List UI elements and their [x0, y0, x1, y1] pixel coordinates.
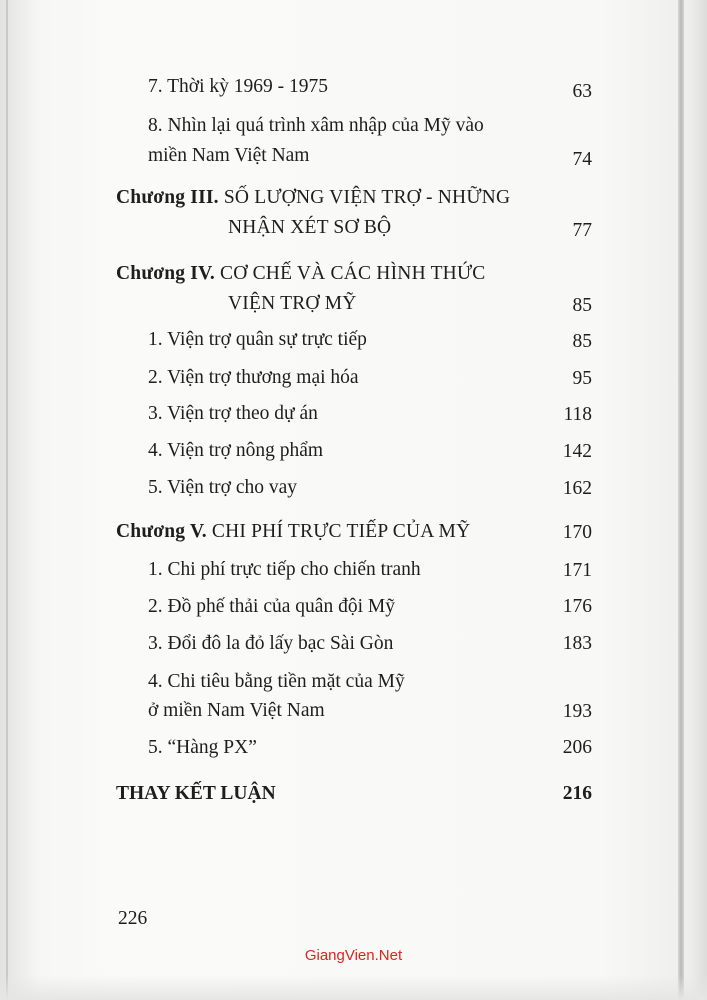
toc-entry-title: 1. Chi phí trực tiếp cho chiến tranh	[148, 559, 421, 580]
chapter-label: Chương III.	[116, 187, 219, 208]
chapter-title-continued: NHẬN XÉT SƠ BỘ	[228, 217, 392, 238]
toc-entry-title-continued: miền Nam Việt Nam	[148, 145, 310, 166]
toc-entry-title: 2. Viện trợ thương mại hóa	[148, 367, 359, 388]
toc-entry-page: 176	[562, 596, 592, 617]
conclusion-page: 216	[562, 783, 592, 804]
toc-entry-page: 85	[572, 295, 592, 316]
toc-entry-title-continued: ở miền Nam Việt Nam	[148, 700, 325, 721]
toc-entry-page: 206	[562, 737, 592, 758]
toc-entry-title: 3. Viện trợ theo dự án	[148, 403, 318, 424]
toc-entry-page: 74	[572, 149, 592, 170]
toc-entry-page: 170	[562, 522, 592, 543]
toc-entry-page: 63	[572, 81, 592, 102]
toc-entry-title: 2. Đồ phế thải của quân đội Mỹ	[148, 596, 395, 617]
toc-entry-title: 8. Nhìn lại quá trình xâm nhập của Mỹ vào	[148, 115, 484, 136]
footer-page-number: 226	[118, 908, 148, 929]
toc-entry-page: 183	[562, 633, 592, 654]
toc-entry-page: 162	[562, 478, 592, 499]
chapter-label: Chương V.	[116, 521, 207, 542]
toc-entry-page: 118	[563, 404, 592, 425]
toc-entry-title: 3. Đổi đô la đỏ lấy bạc Sài Gòn	[148, 633, 394, 654]
toc-entry-title: 1. Viện trợ quân sự trực tiếp	[148, 329, 367, 350]
page-gutter-left	[6, 0, 8, 1000]
page-edge-right	[678, 0, 684, 1000]
toc-entry-title: 4. Chi tiêu bằng tiền mặt của Mỹ	[148, 671, 405, 692]
toc-entry-page: 85	[572, 331, 592, 352]
watermark: GiangVien.Net	[304, 947, 403, 964]
toc-entry-page: 95	[572, 368, 592, 389]
chapter-title: SỐ LƯỢNG VIỆN TRỢ - NHỮNG	[223, 187, 511, 208]
toc-entry-page: 77	[572, 220, 592, 241]
toc-entry-page: 193	[562, 701, 592, 722]
toc-entry-title: 4. Viện trợ nông phẩm	[148, 440, 324, 461]
toc-entry-title: 5. “Hàng PX”	[148, 737, 257, 758]
toc-entry-title: 5. Viện trợ cho vay	[148, 477, 298, 498]
page-bottom-shadow	[0, 975, 707, 1000]
chapter-label: Chương IV.	[116, 263, 215, 284]
chapter-title-continued: VIỆN TRỢ MỸ	[228, 293, 357, 314]
conclusion-title: THAY KẾT LUẬN	[116, 783, 276, 804]
toc-entry-page: 142	[562, 441, 592, 462]
toc-entry-title: 7. Thời kỳ 1969 - 1975	[148, 76, 329, 97]
chapter-title: CHI PHÍ TRỰC TIẾP CỦA MỸ	[211, 521, 471, 542]
chapter-title: CƠ CHẾ VÀ CÁC HÌNH THỨC	[220, 263, 486, 284]
toc-entry-page: 171	[562, 560, 592, 581]
